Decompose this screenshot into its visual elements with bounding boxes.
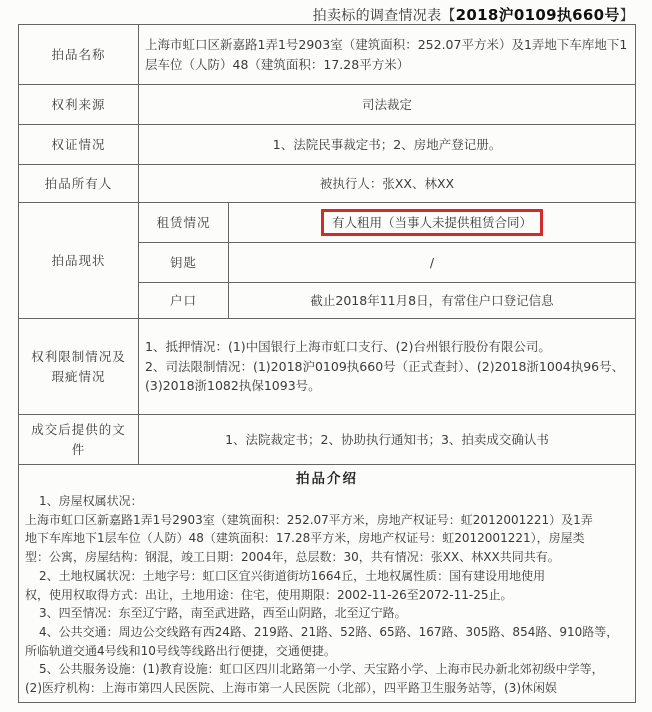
intro-line: 所临轨道交通4号线和10号线等线路出行便捷，交通便捷。 <box>25 643 336 658</box>
row-restrictions <box>19 319 636 415</box>
label-right-source: 权利来源 <box>19 85 139 125</box>
label-lease: 租赁情况 <box>139 203 229 243</box>
value-lease-cell <box>229 203 636 243</box>
intro-line: (2)医疗机构：上海市第四人民医院、上海市第一人民医院（北部），四平路卫生服务站等，(3)休闲娱 <box>25 681 557 696</box>
label-lock: 钥匙 <box>139 243 229 283</box>
label-status: 拍品现状 <box>19 203 139 319</box>
intro-line: 1、房屋权属状况： <box>39 493 143 508</box>
intro-line: 权，使用权取得方式：出让，土地用途：住宅，使用期限：2002-11-26至2072-11-25止。 <box>25 587 513 602</box>
intro-body <box>19 492 635 698</box>
row-lease <box>19 203 636 243</box>
row-certificate <box>19 125 636 165</box>
intro-line: 5、公共服务设施：(1)教育设施：虹口区四川北路第一小学、天宝路小学、上海市民办新北郊初级中学等， <box>39 662 604 677</box>
value-household: 截止2018年11月8日，有常住户口登记信息 <box>229 283 636 319</box>
survey-table <box>18 24 636 703</box>
restriction-judicial: 2、司法限制情况：(1)2018沪0109执660号（正式查封）、(2)2018浙1004执96号、(3)2018浙1082执保1093号。 <box>145 358 625 394</box>
row-intro <box>19 465 636 703</box>
intro-cell <box>19 465 636 703</box>
title-prefix: 拍卖标的调查情况表【 <box>312 8 456 24</box>
label-household: 户口 <box>139 283 229 319</box>
row-item-name <box>19 25 636 85</box>
title-suffix: 】 <box>619 8 634 24</box>
value-right-source: 司法裁定 <box>139 85 636 125</box>
intro-title: 拍品介绍 <box>296 471 358 487</box>
label-certificate: 权证情况 <box>19 125 139 165</box>
restriction-mortgage: 1、抵押情况：(1)中国银行上海市虹口支行、(2)台州银行股份有限公司。 <box>145 339 551 355</box>
document-title <box>313 4 634 25</box>
intro-line: 上海市虹口区新嘉路1弄1号2903室（建筑面积：252.07平方米，房地产权证号：虹2012001221）及1弄 <box>25 512 593 527</box>
value-certificate: 1、法院民事裁定书；2、房地产登记册。 <box>139 125 636 165</box>
value-item-name: 上海市虹口区新嘉路1弄1号2903室（建筑面积：252.07平方米）及1弄地下车库地下1层车位（人防）48（建筑面积：17.28平方米） <box>139 25 636 85</box>
value-owner: 被执行人：张XX、林XX <box>139 165 636 203</box>
intro-line: 3、四至情况：东至辽宁路，南至武进路，西至山阴路，北至辽宁路。 <box>39 606 407 621</box>
label-restrictions: 权利限制情况及瑕疵情况 <box>19 319 139 415</box>
row-owner <box>19 165 636 203</box>
value-documents: 1、法院裁定书；2、协助执行通知书；3、拍卖成交确认书 <box>139 415 636 465</box>
label-owner: 拍品所有人 <box>19 165 139 203</box>
row-documents <box>19 415 636 465</box>
label-item-name: 拍品名称 <box>19 25 139 85</box>
row-right-source <box>19 85 636 125</box>
case-number: 2018沪0109执660号 <box>455 6 620 24</box>
lease-highlight-box: 有人租用（当事人未提供租赁合同） <box>321 209 543 236</box>
intro-line: 2、土地权属状况：土地字号：虹口区宜兴街道街坊1664丘，土地权属性质：国有建设用地使用 <box>39 568 546 583</box>
label-documents: 成交后提供的文件 <box>19 415 139 465</box>
value-restrictions <box>139 319 636 415</box>
value-lock: / <box>229 243 636 283</box>
intro-line: 地下车库地下1层车位（人防）48（建筑面积：17.28平方米，房地产权证号：虹2012001221），房屋类 <box>25 531 585 546</box>
intro-line: 型：公寓，房屋结构：钢混，竣工日期：2004年，总层数：30，共有情况：张XX、林XX共同共有。 <box>25 550 560 565</box>
intro-line: 4、公共交通：周边公交线路有西24路、219路、21路、52路、65路、167路、305路、854路、910路等， <box>39 624 619 639</box>
